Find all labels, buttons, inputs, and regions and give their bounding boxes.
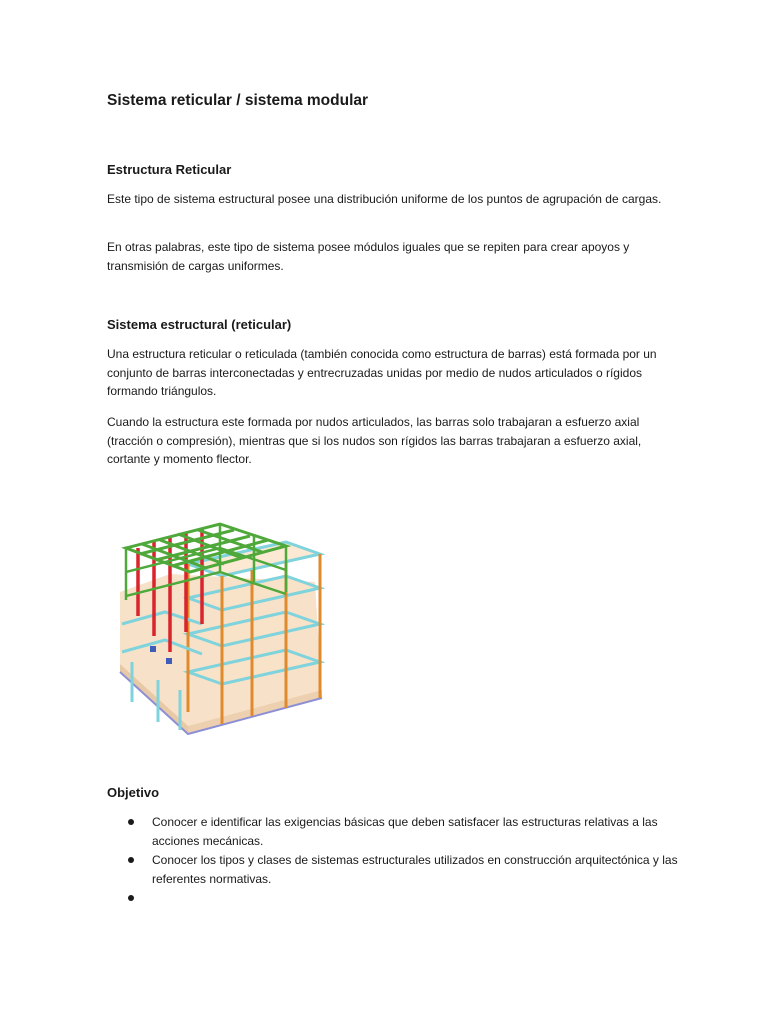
heading-sistema-estructural: Sistema estructural (reticular) <box>107 317 292 332</box>
heading-objetivo: Objetivo <box>107 785 160 800</box>
structure-illustration <box>110 512 340 740</box>
list-item-text: Conocer los tipos y clases de sistemas estructurales utilizados en construcción arquitectónica y las referentes normativas. <box>152 853 678 886</box>
bullet-icon <box>128 819 134 825</box>
list-item <box>107 851 687 888</box>
paragraph-4: Cuando la estructura este formada por nudos articulados, las barras solo trabajaran a esfuerzo axial (tracción o compresión), mientras que si los nudos son rígidos las barras trabajaran a esfuerzo axial, cortante y momento flector. <box>107 415 642 466</box>
paragraph-2: En otras palabras, este tipo de sistema posee módulos iguales que se repiten para crear apoyos y transmisión de cargas uniformes. <box>107 240 630 273</box>
heading-estructura-reticular: Estructura Reticular <box>107 162 232 177</box>
paragraph-1: Este tipo de sistema estructural posee una distribución uniforme de los puntos de agrupación de cargas. <box>107 192 662 206</box>
bullet-icon <box>128 895 134 901</box>
list-item-text: Conocer e identificar las exigencias básicas que deben satisfacer las estructuras relativas a las acciones mecánicas. <box>152 815 658 848</box>
list-item <box>107 889 687 908</box>
page-title: Sistema reticular / sistema modular <box>107 92 369 109</box>
paragraph-3: Una estructura reticular o reticulada (también conocida como estructura de barras) está formada por un conjunto de barras interconectadas y entrecruzadas unidas por medio de nudos articulados o rígidos formando triángulos. <box>107 347 657 398</box>
objetivo-list <box>107 813 687 909</box>
list-item <box>107 813 687 850</box>
bullet-icon <box>128 857 134 863</box>
